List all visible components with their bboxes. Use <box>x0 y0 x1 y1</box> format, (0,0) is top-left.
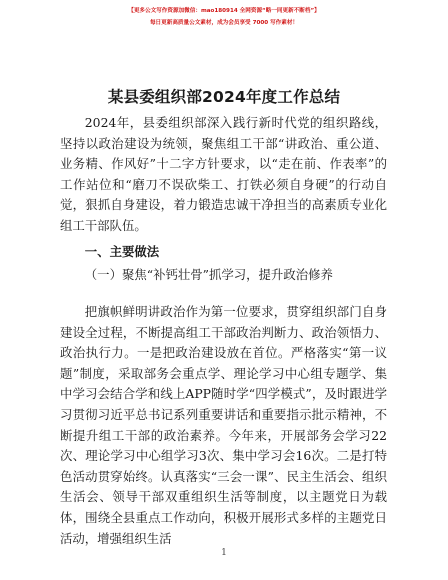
promo-banner-line1: 【更多公文写作资源加微信：mao180914 全网资源“略一同更新不断档”】 <box>128 8 320 14</box>
body-paragraph: 把旗帜鲜明讲政治作为第一位要求，贯穿组织部门自身建设全过程，不断提高组工干部政治判断力、政治领悟力、政治执行力。一是把政治建设放在首位。严格落实“第一议题”制度，采取部务会重点学、理论学习中心组专题学、集中学习会结合学和线上APP随时学“四学模式”，及时跟进学习贯彻习近平总书记系列重要讲话和重要指示批示精神，不断提升组工干部的政治素养。今年来，开展部务会学习22次、理论学习中心组学习3次、集中学习会16次。二是打特色活动贯穿始终。认真落实“三会一课”、民主生活会、组织生活会、领导干部双重组织生活等制度，以主题党日为载体，围绕全县重点工作动向，积极开展形式多样的主题党日活动，增强组织生活 <box>60 304 387 546</box>
document-title: 某县委组织部2024年度工作总结 <box>107 88 341 106</box>
intro-paragraph: 2024年，县委组织部深入践行新时代党的组织路线，坚持以政治建设为统领，聚焦组工干部“讲政治、重公道、业务精、作风好”十二字方针要求，以“走在前、作表率”的工作站位和“磨刀不误砍柴工、打铁必须自身硬”的行动自觉，狠抓自身建设，着力锻造忠诚干净担当的高素质专业化组工干部队伍。 <box>60 115 387 233</box>
subsection-heading: （一）聚焦“补钙壮骨”抓学习，提升政治修养 <box>84 267 333 282</box>
section-heading: 一、主要做法 <box>84 244 160 259</box>
promo-banner <box>0 5 448 29</box>
page-number: 1 <box>221 548 227 558</box>
promo-banner-line2: 每日更新高质量公文素材，成为会员享受 7000 写作素材！ <box>149 20 299 26</box>
